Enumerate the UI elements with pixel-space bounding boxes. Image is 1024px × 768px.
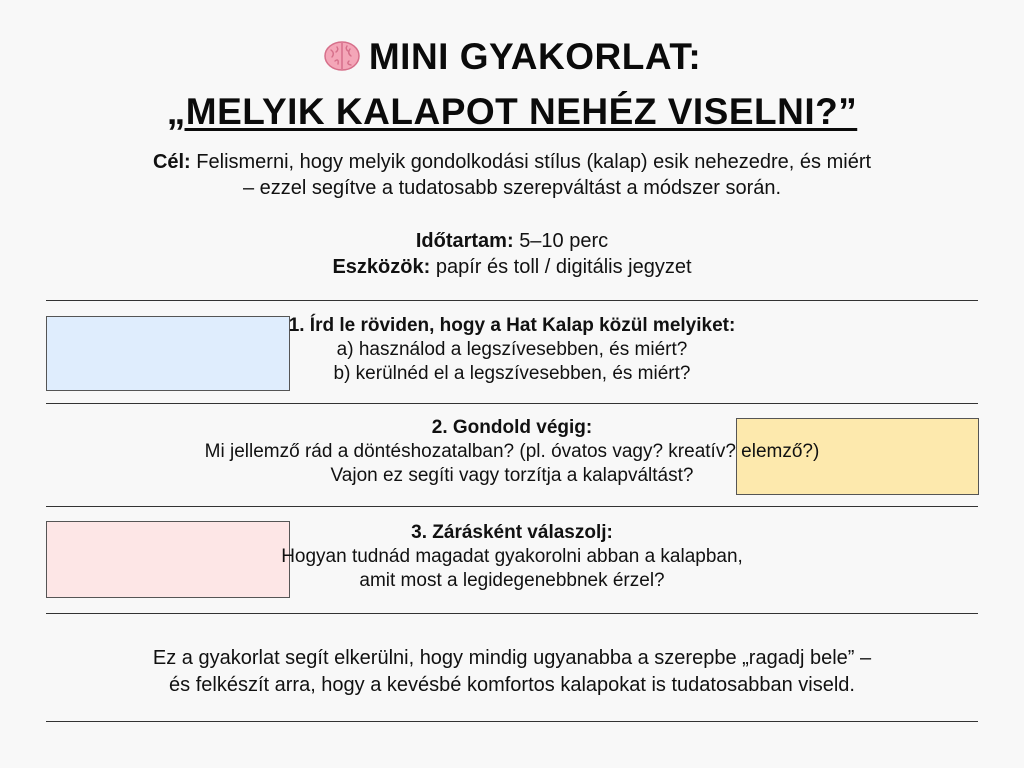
step-2-line-1: Mi jellemző rád a döntéshozatalban? (pl. óvatos vagy? kreatív? elemző?) [204, 441, 820, 462]
page-title-line-1: MINI GYAKORLAT: [368, 36, 702, 77]
closing-paragraph [30, 645, 994, 699]
divider [46, 613, 978, 614]
step-1-line-b: b) kerülnéd el a legszívesebben, és miért? [333, 363, 691, 384]
step-1 [30, 314, 994, 386]
goal-paragraph [30, 149, 994, 201]
goal-text-2: – ezzel segítve a tudatosabb szerepváltást a módszer során. [242, 177, 782, 199]
step-1-heading: 1. Írd le röviden, hogy a Hat Kalap közül melyiket: [288, 315, 736, 336]
divider [46, 300, 978, 301]
goal-text-1: Felismerni, hogy melyik gondolkodási stílus (kalap) esik nehezedre, és miért [196, 151, 872, 173]
step-3-line-1: Hogyan tudnád magadat gyakorolni abban a kalapban, [281, 546, 743, 567]
tools-label: Eszközök: [332, 256, 431, 278]
step-2-heading: 2. Gondold végig: [431, 417, 593, 438]
tools-value: papír és toll / digitális jegyzet [435, 256, 692, 278]
page-title-line-2: „MELYIK KALAPOT NEHÉZ VISELNI?” [166, 91, 858, 132]
closing-line-1: Ez a gyakorlat segít elkerülni, hogy mindig ugyanabba a szerepbe „ragadj bele” – [152, 647, 872, 669]
meta-info [30, 228, 994, 280]
step-3-heading: 3. Zárásként válaszolj: [411, 522, 613, 543]
divider [46, 403, 978, 404]
step-3-line-2: amit most a legidegenebbnek érzel? [359, 570, 665, 591]
divider [46, 506, 978, 507]
step-3 [30, 521, 994, 593]
duration-label: Időtartam: [415, 230, 514, 252]
step-2-line-2: Vajon ez segíti vagy torzítja a kalapváltást? [330, 465, 694, 486]
closing-line-2: és felkészít arra, hogy a kevésbé komfortos kalapokat is tudatosabban viseld. [169, 674, 855, 696]
goal-label: Cél: [152, 151, 191, 173]
title-line-1 [0, 36, 1024, 78]
step-1-line-a: a) használod a legszívesebben, és miért? [336, 339, 688, 360]
duration-value: 5–10 perc [519, 230, 609, 252]
brain-icon [323, 39, 361, 73]
divider [46, 721, 978, 722]
step-2 [30, 416, 994, 488]
